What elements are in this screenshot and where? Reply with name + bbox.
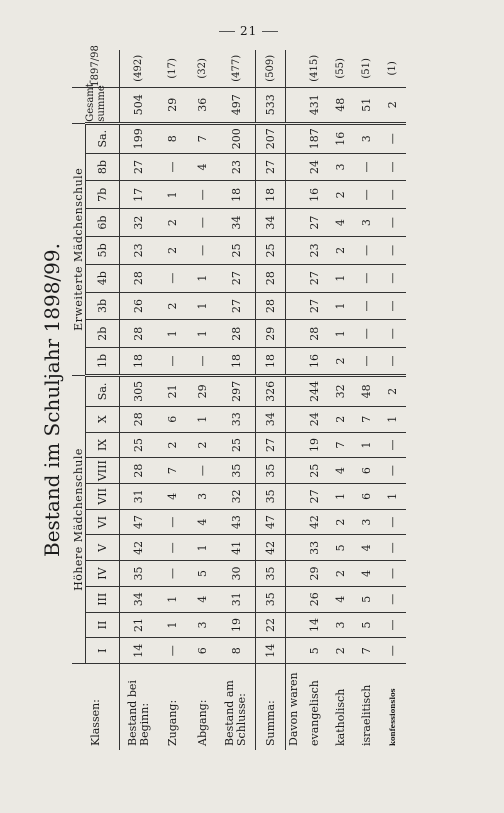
sum-cell: 8 bbox=[158, 123, 188, 153]
table-cell: — bbox=[158, 638, 188, 664]
sa-header: Sa. bbox=[86, 123, 120, 153]
total-cell: 48 bbox=[328, 87, 354, 123]
total-cell: 431 bbox=[302, 87, 328, 123]
table-cell: 14 bbox=[256, 638, 286, 664]
table-cell: 35 bbox=[256, 586, 286, 612]
table-cell: 3 bbox=[188, 484, 218, 510]
table-cell: 31 bbox=[120, 484, 158, 510]
table-cell: 28 bbox=[120, 458, 158, 484]
table-cell: — bbox=[354, 237, 380, 265]
table-cell: 6 bbox=[158, 406, 188, 432]
table-cell: 28 bbox=[120, 264, 158, 292]
header-vorjahr: 1897/98 bbox=[90, 45, 101, 87]
empty-cell bbox=[286, 123, 302, 153]
previous-year-cell: (1) bbox=[387, 61, 398, 76]
table-cell: 14 bbox=[120, 638, 158, 664]
class-header: 7b bbox=[86, 181, 120, 209]
table-cell: 27 bbox=[120, 153, 158, 181]
sum-cell: 297 bbox=[218, 375, 256, 406]
sum-cell: 32 bbox=[328, 375, 354, 406]
table-cell: — bbox=[380, 292, 406, 320]
total-cell: 51 bbox=[354, 87, 380, 123]
table-row bbox=[302, 50, 328, 750]
empty-cell bbox=[286, 348, 302, 376]
table-cell: 41 bbox=[218, 535, 256, 561]
table-cell: 23 bbox=[218, 153, 256, 181]
table-cell: 33 bbox=[218, 406, 256, 432]
header-klassen: Klassen: bbox=[72, 664, 120, 750]
sum-cell: 305 bbox=[120, 375, 158, 406]
sum-cell: 2 bbox=[380, 375, 406, 406]
table-cell: 1 bbox=[380, 406, 406, 432]
row-label: Bestand am Schlusse: bbox=[218, 664, 256, 750]
empty-cell bbox=[286, 209, 302, 237]
previous-year-cell: (477) bbox=[230, 54, 242, 82]
table-cell: 32 bbox=[218, 484, 256, 510]
empty-cell bbox=[286, 484, 302, 510]
table-cell: 34 bbox=[120, 586, 158, 612]
table-cell: 8 bbox=[218, 638, 256, 664]
table-cell: 1 bbox=[158, 320, 188, 348]
table-cell: 4 bbox=[354, 561, 380, 587]
table-cell: 14 bbox=[302, 612, 328, 638]
sa-header: Sa. bbox=[86, 375, 120, 406]
class-header: II bbox=[86, 612, 120, 638]
table-cell: 1 bbox=[328, 320, 354, 348]
table-cell: 34 bbox=[256, 209, 286, 237]
table-cell: 1 bbox=[188, 406, 218, 432]
class-header: III bbox=[86, 586, 120, 612]
group-erweiterte: Erweiterte Mädchenschule bbox=[72, 123, 86, 375]
sum-cell: 21 bbox=[158, 375, 188, 406]
rotated-content bbox=[40, 45, 465, 750]
class-header: VIII bbox=[86, 458, 120, 484]
table-cell: 18 bbox=[256, 348, 286, 376]
table-cell: 1 bbox=[328, 484, 354, 510]
row-label: israelitisch bbox=[354, 664, 380, 750]
empty-cell bbox=[286, 509, 302, 535]
table-cell: 16 bbox=[302, 348, 328, 376]
table-cell: — bbox=[380, 561, 406, 587]
empty-cell bbox=[286, 638, 302, 664]
table-cell: — bbox=[380, 153, 406, 181]
table-cell: 23 bbox=[120, 237, 158, 265]
empty-cell bbox=[286, 181, 302, 209]
table-cell: 6 bbox=[188, 638, 218, 664]
table-cell: — bbox=[380, 181, 406, 209]
class-header: 1b bbox=[86, 348, 120, 376]
table-cell: 25 bbox=[120, 432, 158, 458]
table-cell: 23 bbox=[302, 237, 328, 265]
previous-year-cell: (32) bbox=[197, 58, 208, 79]
table-cell: 28 bbox=[256, 292, 286, 320]
table-cell: 3 bbox=[354, 209, 380, 237]
table-cell: 22 bbox=[256, 612, 286, 638]
table-cell: 27 bbox=[302, 484, 328, 510]
table-cell: 3 bbox=[328, 612, 354, 638]
table-cell: — bbox=[354, 264, 380, 292]
table-cell: 32 bbox=[120, 209, 158, 237]
row-label: Zugang: bbox=[158, 664, 188, 750]
table-cell: 1 bbox=[380, 484, 406, 510]
sum-cell: 48 bbox=[354, 375, 380, 406]
table-cell: 18 bbox=[256, 181, 286, 209]
empty-cell bbox=[286, 50, 302, 87]
table-cell: 1 bbox=[158, 586, 188, 612]
class-header: X bbox=[86, 406, 120, 432]
table-cell: 4 bbox=[328, 458, 354, 484]
table-cell: 35 bbox=[218, 458, 256, 484]
previous-year-cell: (509) bbox=[256, 50, 286, 87]
table-cell: 4 bbox=[188, 586, 218, 612]
table-cell: 2 bbox=[158, 292, 188, 320]
table-cell: 25 bbox=[256, 237, 286, 265]
table-cell: 33 bbox=[302, 535, 328, 561]
table-cell: 2 bbox=[328, 348, 354, 376]
table-cell: 24 bbox=[302, 153, 328, 181]
table-cell: 35 bbox=[256, 484, 286, 510]
table-row bbox=[380, 50, 406, 750]
table-cell: 42 bbox=[256, 535, 286, 561]
table-cell: 1 bbox=[188, 264, 218, 292]
table-cell: 18 bbox=[218, 181, 256, 209]
sum-cell: 187 bbox=[302, 123, 328, 153]
class-header: 3b bbox=[86, 292, 120, 320]
class-header: V bbox=[86, 535, 120, 561]
class-header: 8b bbox=[86, 153, 120, 181]
table-cell: 6 bbox=[354, 484, 380, 510]
class-header: 5b bbox=[86, 237, 120, 265]
table-cell: 26 bbox=[120, 292, 158, 320]
sum-cell: 29 bbox=[188, 375, 218, 406]
table-cell: 1 bbox=[188, 535, 218, 561]
table-row bbox=[256, 50, 286, 750]
table-cell: 4 bbox=[158, 484, 188, 510]
table-cell: 19 bbox=[218, 612, 256, 638]
table-cell: 30 bbox=[218, 561, 256, 587]
table-cell: — bbox=[380, 320, 406, 348]
table-cell: 21 bbox=[120, 612, 158, 638]
sum-cell: 199 bbox=[120, 123, 158, 153]
table-cell: — bbox=[380, 209, 406, 237]
table-cell: 5 bbox=[302, 638, 328, 664]
sum-cell: 326 bbox=[256, 375, 286, 406]
statistics-table bbox=[72, 45, 406, 750]
previous-year-cell: (415) bbox=[309, 54, 320, 82]
group-hoehere: Höhere Mädchenschule bbox=[72, 375, 86, 663]
class-header: I bbox=[86, 638, 120, 664]
table-row bbox=[158, 50, 188, 750]
row-label: Bestand bei Beginn: bbox=[120, 664, 158, 750]
empty-cell bbox=[286, 458, 302, 484]
table-cell: — bbox=[188, 209, 218, 237]
table-cell: — bbox=[380, 586, 406, 612]
empty-cell bbox=[286, 561, 302, 587]
table-cell: — bbox=[380, 432, 406, 458]
total-cell: 29 bbox=[158, 87, 188, 123]
table-cell: — bbox=[188, 237, 218, 265]
table-cell: 27 bbox=[302, 209, 328, 237]
table-row bbox=[218, 50, 256, 750]
table-cell: — bbox=[354, 153, 380, 181]
table-cell: — bbox=[380, 535, 406, 561]
table-cell: 28 bbox=[218, 320, 256, 348]
empty-cell bbox=[286, 87, 302, 123]
previous-year-cell: (55) bbox=[335, 58, 346, 79]
table-cell: 25 bbox=[218, 432, 256, 458]
table-cell: 28 bbox=[302, 320, 328, 348]
table-cell: 27 bbox=[218, 264, 256, 292]
page-title: Bestand im Schuljahr 1898/99. bbox=[40, 243, 64, 557]
table-cell: 7 bbox=[354, 638, 380, 664]
table-cell: 2 bbox=[328, 561, 354, 587]
table-cell: 27 bbox=[302, 292, 328, 320]
class-header: 2b bbox=[86, 320, 120, 348]
table-cell: 28 bbox=[120, 406, 158, 432]
previous-year-cell: (17) bbox=[167, 58, 178, 79]
previous-year-cell: (51) bbox=[361, 58, 372, 79]
table-cell: 2 bbox=[158, 432, 188, 458]
table-cell: 42 bbox=[302, 509, 328, 535]
class-header: VI bbox=[86, 509, 120, 535]
class-header: 4b bbox=[86, 264, 120, 292]
empty-cell bbox=[286, 406, 302, 432]
table-cell: 26 bbox=[302, 586, 328, 612]
sum-cell: — bbox=[380, 123, 406, 153]
table-cell: 17 bbox=[120, 181, 158, 209]
table-cell: 18 bbox=[120, 348, 158, 376]
table-cell: 29 bbox=[256, 320, 286, 348]
table-cell: 43 bbox=[218, 509, 256, 535]
class-header: 6b bbox=[86, 209, 120, 237]
table-cell: 27 bbox=[302, 264, 328, 292]
table-cell: 28 bbox=[120, 320, 158, 348]
table-cell: 2 bbox=[158, 209, 188, 237]
total-cell: 504 bbox=[120, 87, 158, 123]
table-cell: — bbox=[354, 181, 380, 209]
table-row bbox=[120, 50, 158, 750]
class-header: IV bbox=[86, 561, 120, 587]
table-cell: 47 bbox=[256, 509, 286, 535]
table-cell: 34 bbox=[218, 209, 256, 237]
table-cell: — bbox=[354, 348, 380, 376]
sum-cell: 3 bbox=[354, 123, 380, 153]
table-cell: 2 bbox=[188, 432, 218, 458]
table-cell: 2 bbox=[328, 237, 354, 265]
row-label: konfessionslos bbox=[380, 664, 406, 750]
empty-cell bbox=[286, 153, 302, 181]
table-cell: 42 bbox=[120, 535, 158, 561]
table-cell: 2 bbox=[328, 638, 354, 664]
table-cell: 27 bbox=[256, 432, 286, 458]
table-cell: 5 bbox=[354, 612, 380, 638]
table-cell: 1 bbox=[354, 432, 380, 458]
table-cell: — bbox=[380, 348, 406, 376]
table-cell: 2 bbox=[158, 237, 188, 265]
table-cell: — bbox=[380, 458, 406, 484]
empty-cell bbox=[286, 432, 302, 458]
table-cell: — bbox=[380, 509, 406, 535]
table-cell: — bbox=[380, 237, 406, 265]
table-cell: 19 bbox=[302, 432, 328, 458]
empty-cell bbox=[286, 375, 302, 406]
empty-cell bbox=[286, 264, 302, 292]
total-cell: 497 bbox=[218, 87, 256, 123]
table-cell: 4 bbox=[188, 509, 218, 535]
row-label: Summa: bbox=[256, 664, 286, 750]
total-cell: 36 bbox=[188, 87, 218, 123]
table-cell: — bbox=[158, 535, 188, 561]
table-cell: 7 bbox=[158, 458, 188, 484]
table-cell: — bbox=[188, 181, 218, 209]
empty-cell bbox=[286, 586, 302, 612]
table-cell: 4 bbox=[328, 209, 354, 237]
table-cell: 5 bbox=[328, 535, 354, 561]
table-cell: 2 bbox=[328, 406, 354, 432]
table-cell: 47 bbox=[120, 509, 158, 535]
table-cell: 6 bbox=[354, 458, 380, 484]
sum-cell: 16 bbox=[328, 123, 354, 153]
class-header: IX bbox=[86, 432, 120, 458]
table-cell: — bbox=[188, 458, 218, 484]
row-label: katholisch bbox=[328, 664, 354, 750]
table-cell: — bbox=[354, 292, 380, 320]
table-cell: — bbox=[380, 612, 406, 638]
table-cell: — bbox=[158, 264, 188, 292]
header-gesamtsumme: Gesamt-summe bbox=[72, 87, 120, 123]
table-row bbox=[354, 50, 380, 750]
table-cell: 27 bbox=[218, 292, 256, 320]
table-cell: 1 bbox=[188, 320, 218, 348]
sum-cell: 244 bbox=[302, 375, 328, 406]
table-cell: 1 bbox=[328, 292, 354, 320]
empty-cell bbox=[286, 292, 302, 320]
table-cell: 35 bbox=[256, 458, 286, 484]
empty-cell bbox=[286, 612, 302, 638]
row-label: Abgang: bbox=[188, 664, 218, 750]
empty-cell bbox=[286, 535, 302, 561]
table-cell: 7 bbox=[328, 432, 354, 458]
table-cell: 29 bbox=[302, 561, 328, 587]
total-cell: 2 bbox=[380, 87, 406, 123]
table-cell: — bbox=[158, 561, 188, 587]
table-cell: 35 bbox=[256, 561, 286, 587]
table-cell: — bbox=[380, 638, 406, 664]
table-cell: 16 bbox=[302, 181, 328, 209]
table-cell: 3 bbox=[328, 153, 354, 181]
table-cell: 25 bbox=[218, 237, 256, 265]
table-cell: 34 bbox=[256, 406, 286, 432]
table-cell: 28 bbox=[256, 264, 286, 292]
table-row bbox=[188, 50, 218, 750]
page-number: 21 bbox=[214, 24, 283, 38]
table-cell: 5 bbox=[188, 561, 218, 587]
sum-cell: 200 bbox=[218, 123, 256, 153]
table-cell: 27 bbox=[256, 153, 286, 181]
table-cell: 4 bbox=[354, 535, 380, 561]
table-cell: 25 bbox=[302, 458, 328, 484]
table-cell: 2 bbox=[328, 181, 354, 209]
davon-label: Davon waren bbox=[286, 664, 302, 750]
table-cell: 1 bbox=[158, 612, 188, 638]
table-cell: — bbox=[380, 264, 406, 292]
table-cell: — bbox=[354, 320, 380, 348]
empty-cell bbox=[286, 237, 302, 265]
table-cell: 5 bbox=[354, 586, 380, 612]
sum-cell: 7 bbox=[188, 123, 218, 153]
table-cell: 7 bbox=[354, 406, 380, 432]
empty-cell bbox=[286, 320, 302, 348]
table-cell: 24 bbox=[302, 406, 328, 432]
table-cell: 4 bbox=[328, 586, 354, 612]
table-cell: — bbox=[188, 348, 218, 376]
table-cell: 1 bbox=[328, 264, 354, 292]
table-cell: 31 bbox=[218, 586, 256, 612]
table-cell: 1 bbox=[188, 292, 218, 320]
table-cell: — bbox=[158, 509, 188, 535]
sum-cell: 207 bbox=[256, 123, 286, 153]
row-label: evangelisch bbox=[302, 664, 328, 750]
table-cell: 18 bbox=[218, 348, 256, 376]
table-cell: 3 bbox=[354, 509, 380, 535]
table-cell: — bbox=[158, 348, 188, 376]
table-cell: 35 bbox=[120, 561, 158, 587]
total-cell: 533 bbox=[256, 87, 286, 123]
table-cell: — bbox=[158, 153, 188, 181]
table-cell: 1 bbox=[158, 181, 188, 209]
table-row bbox=[328, 50, 354, 750]
table-cell: 3 bbox=[188, 612, 218, 638]
table-cell: 4 bbox=[188, 153, 218, 181]
previous-year-cell: (492) bbox=[133, 54, 145, 82]
table-cell: 2 bbox=[328, 509, 354, 535]
class-header: VII bbox=[86, 484, 120, 510]
table-row bbox=[286, 50, 302, 750]
